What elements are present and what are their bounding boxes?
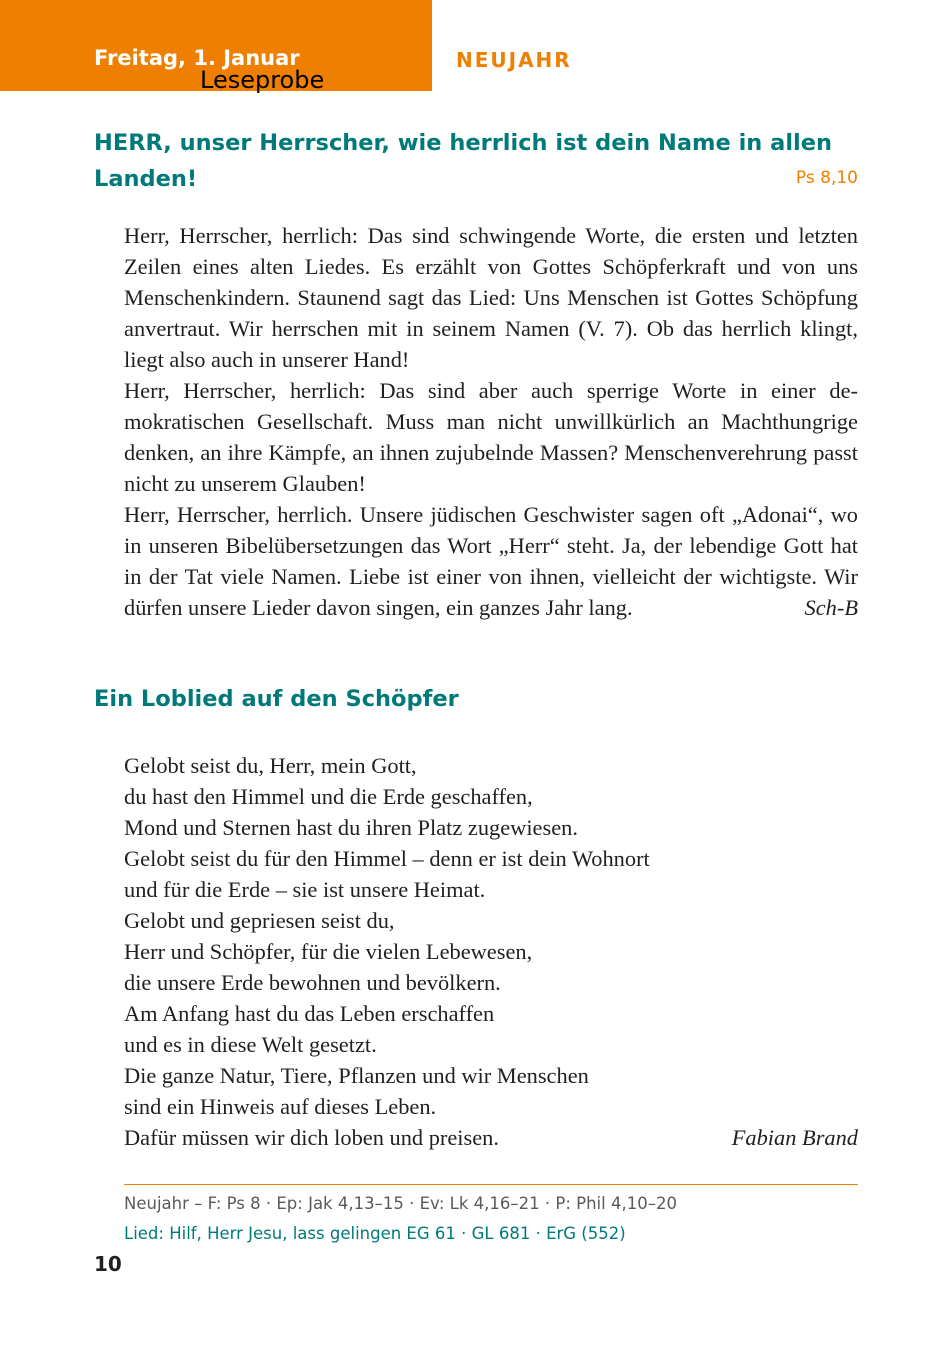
poem-line: Gelobt seist du, Herr, mein Gott, — [124, 753, 417, 778]
poem — [124, 750, 858, 1153]
feast-title: NEUJAHR — [456, 48, 572, 72]
poem-line: und es in diese Welt gesetzt. — [124, 1032, 377, 1057]
poem-line: du hast den Himmel und die Erde geschaffen, — [124, 784, 533, 809]
poem-line: Gelobt und gepriesen seist du, — [124, 908, 395, 933]
poem-line: Gelobt seist du für den Himmel – denn er ist dein Wohnort — [124, 846, 650, 871]
poem-line: Am Anfang hast du das Leben erschaffen — [124, 1001, 495, 1026]
sample-stamp: Leseprobe — [200, 66, 325, 94]
page-number: 10 — [94, 1252, 122, 1276]
header-date: Freitag, 1. Januar — [94, 46, 300, 70]
poem-author: Fabian Brand — [731, 1125, 858, 1150]
footer-divider — [124, 1184, 858, 1185]
poem-line: Die ganze Natur, Tiere, Pflanzen und wir Menschen — [124, 1063, 589, 1088]
poem-line: Dafür müssen wir dich loben und preisen. — [124, 1125, 499, 1150]
devotion-paragraph: Herr, Herrscher, herrlich: Das sind schwingende Worte, die ersten und letzten Zeilen eines alten Liedes. Es erzählt von Gottes Schöpferkraft und von uns Menschenkindern. Staunend sagt das Lied: Uns Menschen ist Gottes Schöpfung anvertraut. Wir herrschen mit in seinem Namen (V. 7). Ob das herrlich klingt, liegt also auch in unserer Hand! — [124, 223, 858, 372]
verse-reference: Ps 8,10 — [795, 168, 858, 188]
hymn-suggestion: Lied: Hilf, Herr Jesu, lass gelingen EG 61 · GL 681 · ErG (552) — [124, 1224, 626, 1243]
poem-line: Mond und Sternen hast du ihren Platz zugewiesen. — [124, 815, 578, 840]
devotion-paragraph-text: Herr, Herrscher, herrlich. Unsere jüdischen Geschwister sagen oft „Adonai“, wo in unseren Bibelübersetzungen das Wort „Herr“ steht. Ja, der lebendige Gott hat in der Tat viele Namen. Liebe ist einer von ihnen, vielleicht der wichtigste. Wir dürfen unsere Lieder davon singen, ein ganzes Jahr lang. — [124, 502, 858, 620]
author-signature: Sch-B — [804, 595, 858, 620]
readings-list: Neujahr – F: Ps 8 · Ep: Jak 4,13–15 · Ev: Lk 4,16–21 · P: Phil 4,10–20 — [124, 1194, 677, 1213]
poem-title: Ein Loblied auf den Schöpfer — [94, 686, 459, 712]
poem-line: die unsere Erde bewohnen und bevölkern. — [124, 970, 501, 995]
devotion-text — [124, 220, 858, 623]
poem-line: Herr und Schöpfer, für die vielen Lebewesen, — [124, 939, 533, 964]
devotion-paragraph: Herr, Herrscher, herrlich: Das sind aber auch sperrige Worte in einer demokratischen Gesellschaft. Muss man nicht unwillkürlich an Machthungrige denken, an ihre Kämpfe, an ihnen zujubelnde Massen? Menschenverehrung passt nicht zu unserem Glauben! — [124, 378, 858, 496]
daily-verse: HERR, unser Herrscher, wie herrlich ist dein Name in allen Landen! — [94, 130, 833, 192]
poem-line: und für die Erde – sie ist unsere Heimat. — [124, 877, 486, 902]
poem-line: sind ein Hinweis auf dieses Leben. — [124, 1094, 437, 1119]
devotion-paragraph — [124, 499, 858, 623]
